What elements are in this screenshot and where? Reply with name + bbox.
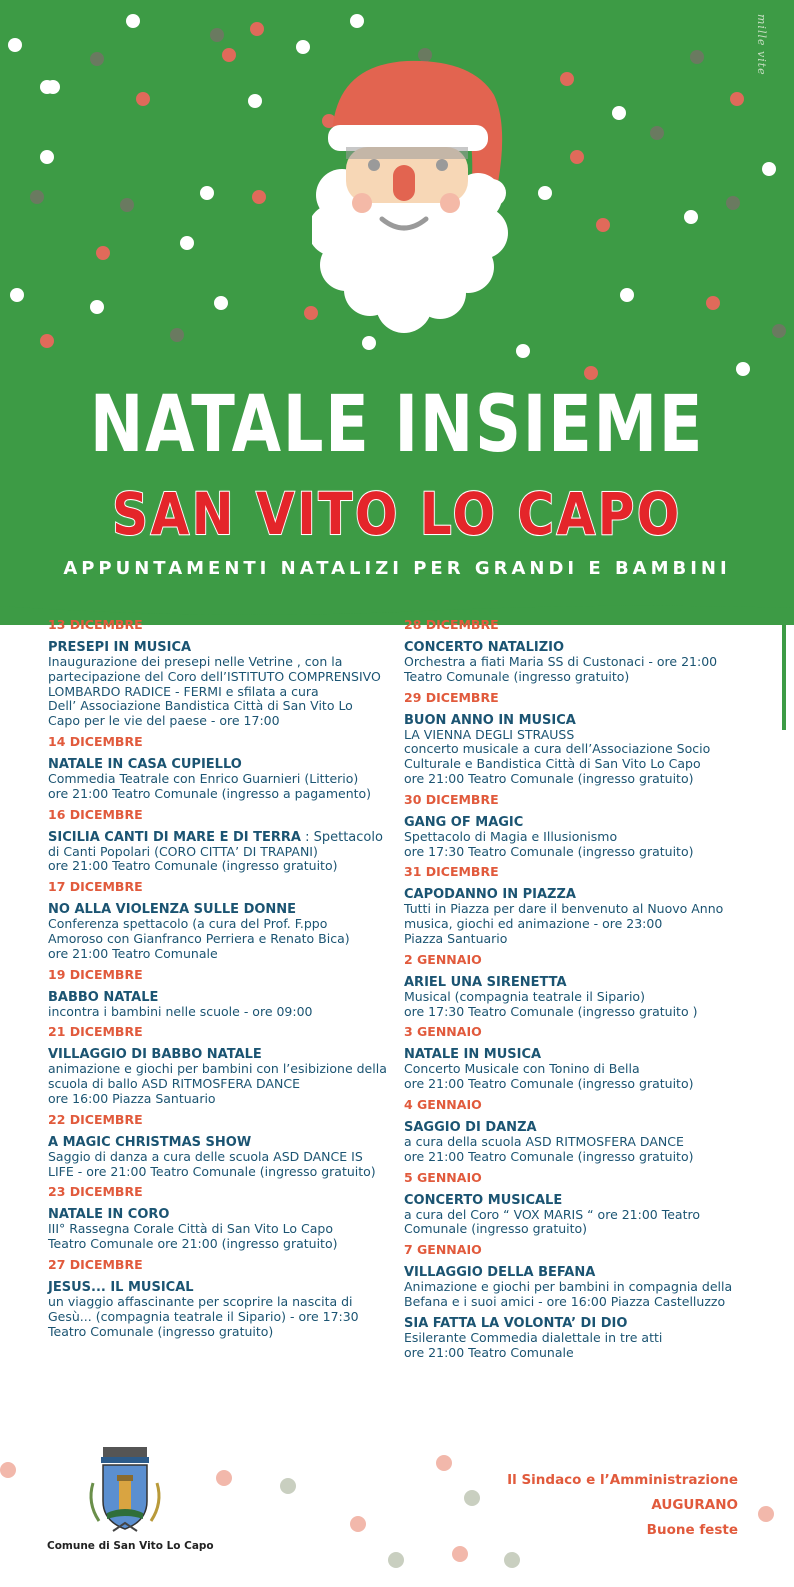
event-title-suffix: : Spettacolo bbox=[300, 829, 383, 845]
event-date: 7 GENNAIO bbox=[404, 1242, 482, 1258]
event-date: 31 DICEMBRE bbox=[404, 864, 499, 880]
event-title bbox=[404, 887, 754, 902]
polka-dot bbox=[40, 334, 54, 348]
poster-subtitle: SAN VITO LO CAPO bbox=[112, 480, 682, 548]
event-description: III° Rassegna Corale Città di San Vito Lo Capo Teatro Comunale ore 21:00 (ingresso gratuito) bbox=[48, 1221, 338, 1252]
polka-dot bbox=[126, 14, 140, 28]
polka-dot bbox=[584, 366, 598, 380]
artist-signature: mille vite bbox=[755, 14, 768, 76]
polka-dot bbox=[516, 344, 530, 358]
event-entry bbox=[48, 902, 393, 961]
event-title-text: CONCERTO NATALIZIO bbox=[404, 640, 565, 655]
santa-claus-face-icon bbox=[312, 55, 522, 340]
poster-tagline: APPUNTAMENTI NATALIZI PER GRANDI E BAMBINI bbox=[63, 558, 731, 579]
event-date: 17 DICEMBRE bbox=[48, 879, 143, 895]
polka-dot bbox=[560, 72, 574, 86]
event-description: incontra i bambini nelle scuole - ore 09:00 bbox=[48, 1003, 313, 1019]
event-description: Musical (compagnia teatrale il Sipario) ore 17:30 Teatro Comunale (ingresso gratuito ) bbox=[404, 988, 698, 1019]
event-title-text: CONCERTO MUSICALE bbox=[404, 1192, 563, 1208]
event-title bbox=[404, 1316, 754, 1331]
event-entry bbox=[404, 1047, 754, 1092]
schedule-right-column bbox=[404, 618, 754, 1366]
polka-dot bbox=[210, 28, 224, 42]
event-entry bbox=[48, 640, 393, 729]
event-title bbox=[404, 1265, 754, 1280]
footer-dot bbox=[504, 1552, 520, 1568]
polka-dot bbox=[736, 362, 750, 376]
event-title bbox=[48, 902, 393, 917]
event-description: a cura del Coro “ VOX MARIS “ ore 21:00 Teatro Comunale (ingresso gratuito) bbox=[404, 1206, 701, 1237]
polka-dot bbox=[772, 324, 786, 338]
event-entry bbox=[48, 1280, 393, 1339]
event-title-text: NATALE IN CASA CUPIELLO bbox=[48, 756, 242, 772]
polka-dot bbox=[90, 52, 104, 66]
polka-dot bbox=[248, 94, 262, 108]
event-date: 22 DICEMBRE bbox=[48, 1111, 143, 1127]
polka-dot bbox=[200, 186, 214, 200]
polka-dot bbox=[620, 288, 634, 302]
event-entry bbox=[404, 713, 754, 787]
greeting-line-2: AUGURANO bbox=[651, 1497, 738, 1513]
polka-dot bbox=[8, 38, 22, 52]
event-entry bbox=[404, 1193, 754, 1238]
event-date: 21 DICEMBRE bbox=[48, 1024, 143, 1040]
footer-dot bbox=[0, 1462, 16, 1478]
event-entry bbox=[48, 1047, 393, 1106]
event-title-text: JESUS... IL MUSICAL bbox=[48, 1279, 194, 1295]
footer-dot bbox=[350, 1516, 366, 1532]
polka-dot bbox=[222, 48, 236, 62]
greeting-line-1: Il Sindaco e l’Amministrazione bbox=[507, 1472, 738, 1488]
event-title-text: NATALE IN MUSICA bbox=[404, 1047, 542, 1063]
green-edge-strip bbox=[782, 620, 786, 730]
event-title bbox=[48, 1207, 393, 1222]
polka-dot bbox=[214, 296, 228, 310]
polka-dot bbox=[180, 236, 194, 250]
event-description: Saggio di danza a cura delle scuola ASD DANCE IS LIFE - ore 21:00 Teatro Comunale (ingresso gratuito) bbox=[48, 1148, 376, 1179]
event-entry bbox=[48, 1207, 393, 1252]
polka-dot bbox=[726, 196, 740, 210]
event-title bbox=[48, 1135, 393, 1150]
event-date: 16 DICEMBRE bbox=[48, 806, 143, 822]
event-title-text: NO ALLA VIOLENZA SULLE DONNE bbox=[48, 902, 297, 918]
polka-dot bbox=[350, 14, 364, 28]
event-description: Conferenza spettacolo (a cura del Prof. F.ppo Amoroso con Gianfranco Perriera e Renato Bica) ore 21:00 Teatro Comunale bbox=[48, 916, 350, 961]
municipal-crest-icon bbox=[85, 1443, 165, 1535]
hero-banner bbox=[0, 0, 794, 625]
polka-dot bbox=[650, 126, 664, 140]
event-title bbox=[404, 713, 754, 728]
event-entry bbox=[404, 1120, 754, 1165]
polka-dot bbox=[684, 210, 698, 224]
event-date: 2 GENNAIO bbox=[404, 951, 482, 967]
event-title-text: ARIEL UNA SIRENETTA bbox=[404, 974, 567, 990]
event-description: un viaggio affascinante per scoprire la nascita di Gesù... (compagnia teatrale il Sipario) - ore 17:30 Teatro Comunale (ingresso gratuito) bbox=[48, 1293, 359, 1339]
event-entry bbox=[48, 757, 393, 802]
footer-dot bbox=[452, 1546, 468, 1562]
polka-dot bbox=[296, 40, 310, 54]
polka-dot bbox=[40, 150, 54, 164]
event-date: 28 DICEMBRE bbox=[404, 617, 499, 632]
event-description: Commedia Teatrale con Enrico Guarnieri (Litterio) ore 21:00 Teatro Comunale (ingresso a pagamento) bbox=[48, 770, 372, 801]
event-entry bbox=[404, 975, 754, 1020]
event-description: Spettacolo di Magia e Illusionismo ore 17:30 Teatro Comunale (ingresso gratuito) bbox=[404, 828, 694, 859]
polka-dot bbox=[596, 218, 610, 232]
event-description: Animazione e giochi per bambini in compagnia della Befana e i suoi amici - ore 16:00 Piazza Castelluzzo bbox=[404, 1279, 733, 1309]
event-title-text: SAGGIO DI DANZA bbox=[404, 1119, 537, 1135]
event-title bbox=[48, 1047, 393, 1062]
footer-dot bbox=[758, 1506, 774, 1522]
event-title bbox=[48, 830, 393, 845]
polka-dot bbox=[690, 50, 704, 64]
polka-dot bbox=[30, 190, 44, 204]
event-title-text: BABBO NATALE bbox=[48, 989, 159, 1005]
event-description: Tutti in Piazza per dare il benvenuto al Nuovo Anno musica, giochi ed animazione - ore 23:00 Piazza Santuario bbox=[404, 901, 724, 946]
event-title-text: NATALE IN CORO bbox=[48, 1207, 170, 1223]
event-title-text: PRESEPI IN MUSICA bbox=[48, 640, 192, 655]
event-description: Orchestra a fiati Maria SS di Custonaci - ore 21:00 Teatro Comunale (ingresso gratuito) bbox=[404, 654, 718, 684]
polka-dot bbox=[136, 92, 150, 106]
event-title-text: BUON ANNO IN MUSICA bbox=[404, 712, 576, 728]
footer-dot bbox=[436, 1455, 452, 1471]
event-description: di Canti Popolari (CORO CITTA’ DI TRAPANI) ore 21:00 Teatro Comunale (ingresso gratuito) bbox=[48, 843, 338, 874]
event-date: 5 GENNAIO bbox=[404, 1169, 482, 1185]
event-title-text: CAPODANNO IN PIAZZA bbox=[404, 887, 576, 903]
footer-dot bbox=[280, 1478, 296, 1494]
event-entry bbox=[404, 1265, 754, 1310]
event-title-text: VILLAGGIO DI BABBO NATALE bbox=[48, 1047, 262, 1063]
polka-dot bbox=[96, 246, 110, 260]
event-title bbox=[48, 990, 393, 1005]
footer-dot bbox=[388, 1552, 404, 1568]
polka-dot bbox=[90, 300, 104, 314]
event-date: 27 DICEMBRE bbox=[48, 1256, 143, 1272]
polka-dot bbox=[730, 92, 744, 106]
event-title bbox=[404, 1193, 754, 1208]
footer-dot bbox=[216, 1470, 232, 1486]
polka-dot bbox=[612, 106, 626, 120]
event-date: 3 GENNAIO bbox=[404, 1024, 482, 1040]
footer-dot bbox=[464, 1490, 480, 1506]
event-title bbox=[48, 757, 393, 772]
event-title-text: SIA FATTA LA VOLONTA’ DI DIO bbox=[404, 1315, 628, 1331]
event-title-text: GANG OF MAGIC bbox=[404, 814, 524, 830]
event-date: 19 DICEMBRE bbox=[48, 966, 143, 982]
event-entry bbox=[48, 830, 393, 875]
polka-dot bbox=[252, 190, 266, 204]
event-title bbox=[404, 1047, 754, 1062]
event-title bbox=[404, 640, 754, 655]
polka-dot bbox=[40, 80, 54, 94]
poster-title: NATALE INSIEME bbox=[89, 380, 705, 470]
crest-label: Comune di San Vito Lo Capo bbox=[47, 1540, 214, 1552]
event-description: LA VIENNA DEGLI STRAUSS concerto musicale a cura dell’Associazione Socio Culturale e Bandistica Città di San Vito Lo Capo ore 21:00 Teatro Comunale (ingresso gratuito) bbox=[404, 726, 711, 786]
event-entry bbox=[404, 640, 754, 685]
event-title bbox=[48, 640, 393, 655]
event-title bbox=[404, 815, 754, 830]
event-entry bbox=[404, 1316, 754, 1361]
event-description: Inaugurazione dei presepi nelle Vetrine , con la partecipazione del Coro dell’ISTITUTO COMPRENSIVO LOMBARDO RADICE - FERMI e sfilata a cura Dell’ Associazione Bandistica Città di San Vito Lo Capo per le vie del paese - ore 17:00 bbox=[48, 654, 381, 729]
event-date: 29 DICEMBRE bbox=[404, 689, 499, 705]
event-date: 13 DICEMBRE bbox=[48, 617, 143, 632]
polka-dot bbox=[706, 296, 720, 310]
polka-dot bbox=[10, 288, 24, 302]
polka-dot bbox=[762, 162, 776, 176]
event-date: 30 DICEMBRE bbox=[404, 791, 499, 807]
event-title bbox=[48, 1280, 393, 1295]
event-entry bbox=[48, 990, 393, 1020]
greeting-line-3: Buone feste bbox=[646, 1522, 738, 1538]
event-description: a cura della scuola ASD RITMOSFERA DANCE ore 21:00 Teatro Comunale (ingresso gratuito) bbox=[404, 1133, 694, 1164]
event-description: Esilerante Commedia dialettale in tre atti ore 21:00 Teatro Comunale bbox=[404, 1329, 663, 1360]
event-description: animazione e giochi per bambini con l’esibizione della scuola di ballo ASD RITMOSFERA DANCE ore 16:00 Piazza Santuario bbox=[48, 1061, 387, 1106]
event-title bbox=[404, 975, 754, 990]
event-date: 14 DICEMBRE bbox=[48, 733, 143, 749]
event-entry bbox=[48, 1135, 393, 1180]
polka-dot bbox=[120, 198, 134, 212]
polka-dot bbox=[250, 22, 264, 36]
event-description: Concerto Musicale con Tonino di Bella ore 21:00 Teatro Comunale (ingresso gratuito) bbox=[404, 1061, 694, 1092]
event-title-text: A MAGIC CHRISTMAS SHOW bbox=[48, 1134, 252, 1150]
event-title-text: VILLAGGIO DELLA BEFANA bbox=[404, 1265, 596, 1281]
event-date: 4 GENNAIO bbox=[404, 1096, 482, 1112]
polka-dot bbox=[538, 186, 552, 200]
event-date: 23 DICEMBRE bbox=[48, 1184, 143, 1200]
event-title bbox=[404, 1120, 754, 1135]
polka-dot bbox=[570, 150, 584, 164]
event-entry bbox=[404, 815, 754, 860]
schedule-left-column bbox=[48, 618, 393, 1345]
event-entry bbox=[404, 887, 754, 946]
polka-dot bbox=[170, 328, 184, 342]
event-title-text: SICILIA CANTI DI MARE E DI TERRA bbox=[48, 829, 301, 845]
